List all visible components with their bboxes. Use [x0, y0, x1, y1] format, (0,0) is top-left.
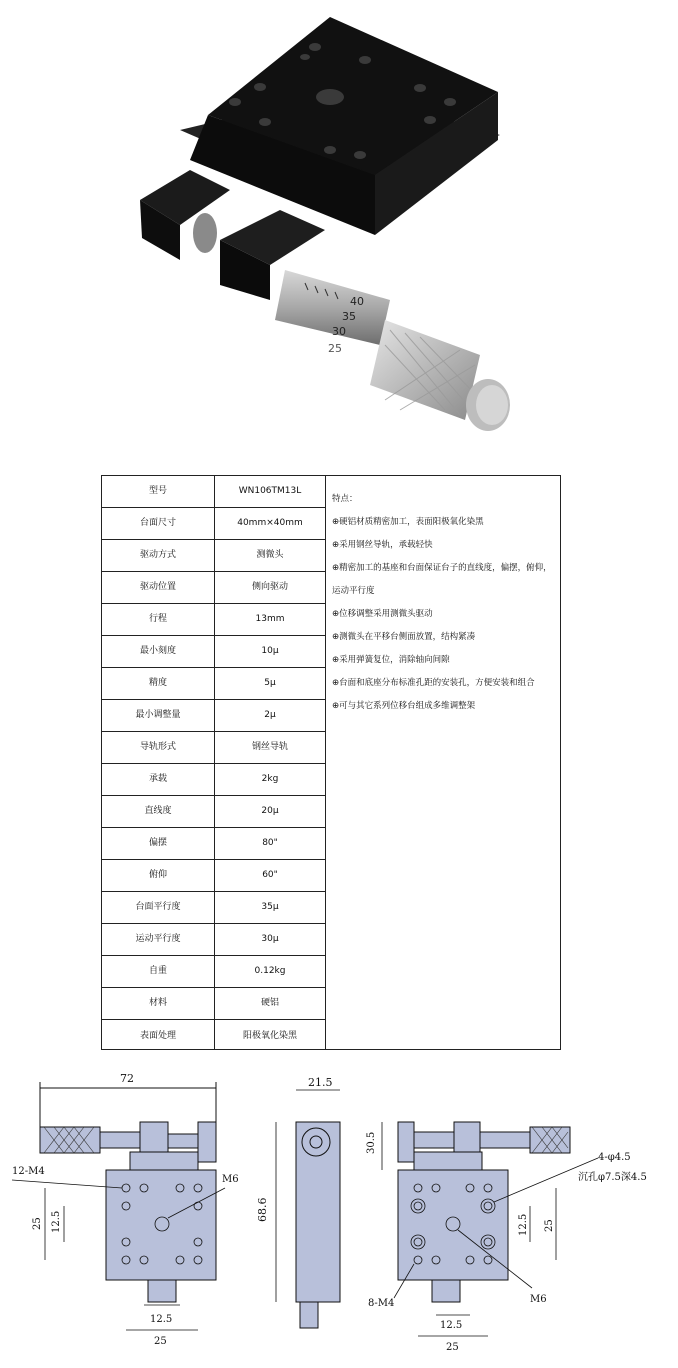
dim-top-width: 72	[120, 1072, 134, 1085]
spec-value: 20μ	[215, 796, 325, 828]
top-view	[12, 1072, 239, 1347]
spec-value-column	[214, 476, 326, 1049]
spec-value: 阳极氧化染黑	[242, 1030, 297, 1041]
label-center-thread-b: M6	[530, 1294, 547, 1305]
feature-item: ⊕可与其它系列位移台组成多维调整架	[332, 701, 476, 711]
feature-item: ⊕采用钢丝导轨，承载轻快	[332, 540, 433, 550]
spec-value: 5μ	[215, 668, 325, 700]
spec-value: 硬铝	[215, 988, 325, 1020]
spec-value: 0.12kg	[215, 956, 325, 988]
dim-right-12-5: 12.5	[518, 1213, 529, 1236]
dim-height: 68.6	[256, 1197, 269, 1222]
micrometer-mark-40: 40	[350, 295, 364, 308]
label-center-thread: M6	[222, 1174, 239, 1185]
side-view	[256, 1076, 340, 1328]
spec-label: 直线度	[102, 796, 214, 828]
micrometer-mark-35: 35	[342, 310, 356, 323]
spec-value: 钢丝导轨	[215, 732, 325, 764]
spec-value: 侧向驱动	[215, 572, 325, 604]
spec-label: 最小调整量	[102, 700, 214, 732]
dim-side-width: 21.5	[308, 1076, 333, 1089]
micrometer-mark-30: 30	[332, 325, 346, 338]
spec-value: 30μ	[215, 924, 325, 956]
spec-value: 10μ	[215, 636, 325, 668]
dim-12-5-left: 12.5	[51, 1210, 62, 1233]
feature-item: ⊕台面和底座分布标准孔距的安装孔，方便安装和组合	[332, 678, 535, 688]
feature-item: ⊕测微头在平移台侧面放置，结构紧凑	[332, 632, 476, 642]
feature-item: ⊕精密加工的基座和台面保证台子的直线度，偏摆，俯仰，运动平行度	[332, 563, 552, 596]
dim-right-30-5: 30.5	[366, 1131, 377, 1154]
label-holes-top: 12-M4	[12, 1166, 45, 1177]
spec-value: 35μ	[215, 892, 325, 924]
micrometer-mark-25: 25	[328, 342, 342, 355]
feature-item: ⊕采用弹簧复位，消除轴向间隙	[332, 655, 450, 665]
feature-item: ⊕硬铝材质精密加工，表面阳极氧化染黑	[332, 517, 484, 527]
spec-label-column	[102, 476, 214, 1049]
spec-value: 2kg	[215, 764, 325, 796]
dim-bottom-25-b: 25	[446, 1342, 459, 1353]
feature-item: ⊕位移调整采用测微头驱动	[332, 609, 433, 619]
spec-label: 台面尺寸	[102, 508, 214, 540]
spec-label: 导轨形式	[102, 732, 214, 764]
technical-drawings	[0, 1060, 678, 1368]
dim-bottom-25: 25	[154, 1336, 167, 1347]
spec-value: WN106TM13L	[215, 476, 325, 508]
spec-label: 运动平行度	[102, 924, 214, 956]
spec-label: 自重	[102, 956, 214, 988]
spec-value: 测微头	[215, 540, 325, 572]
spec-label: 表面处理	[139, 1030, 176, 1041]
dim-right-25: 25	[544, 1219, 555, 1232]
spec-label: 型号	[102, 476, 214, 508]
features-list	[332, 488, 558, 718]
features-title: 特点：	[332, 494, 358, 504]
spec-label: 偏摆	[102, 828, 214, 860]
label-holes-bottom: 8-M4	[368, 1298, 395, 1309]
spec-label: 精度	[102, 668, 214, 700]
spec-value: 13mm	[215, 604, 325, 636]
spec-label: 台面平行度	[102, 892, 214, 924]
spec-label: 俯仰	[102, 860, 214, 892]
product-photo	[120, 0, 540, 450]
spec-label: 最小刻度	[102, 636, 214, 668]
spec-value: 60"	[215, 860, 325, 892]
label-right-holes: 4-φ4.5	[598, 1152, 631, 1163]
spec-label: 驱动方式	[102, 540, 214, 572]
spec-value: 40mm×40mm	[215, 508, 325, 540]
dim-bottom-12-5: 12.5	[150, 1314, 173, 1325]
spec-label: 材料	[102, 988, 214, 1020]
dim-bottom-12-5-b: 12.5	[440, 1320, 463, 1331]
spec-value: 80"	[215, 828, 325, 860]
spec-label: 承载	[102, 764, 214, 796]
bottom-view	[366, 1122, 647, 1353]
spec-label: 行程	[102, 604, 214, 636]
spec-value: 2μ	[215, 700, 325, 732]
dim-25-left: 25	[32, 1217, 43, 1230]
spec-table	[101, 475, 561, 1050]
label-counterbore: 沉孔φ7.5深4.5	[578, 1172, 647, 1183]
spec-label: 驱动位置	[102, 572, 214, 604]
